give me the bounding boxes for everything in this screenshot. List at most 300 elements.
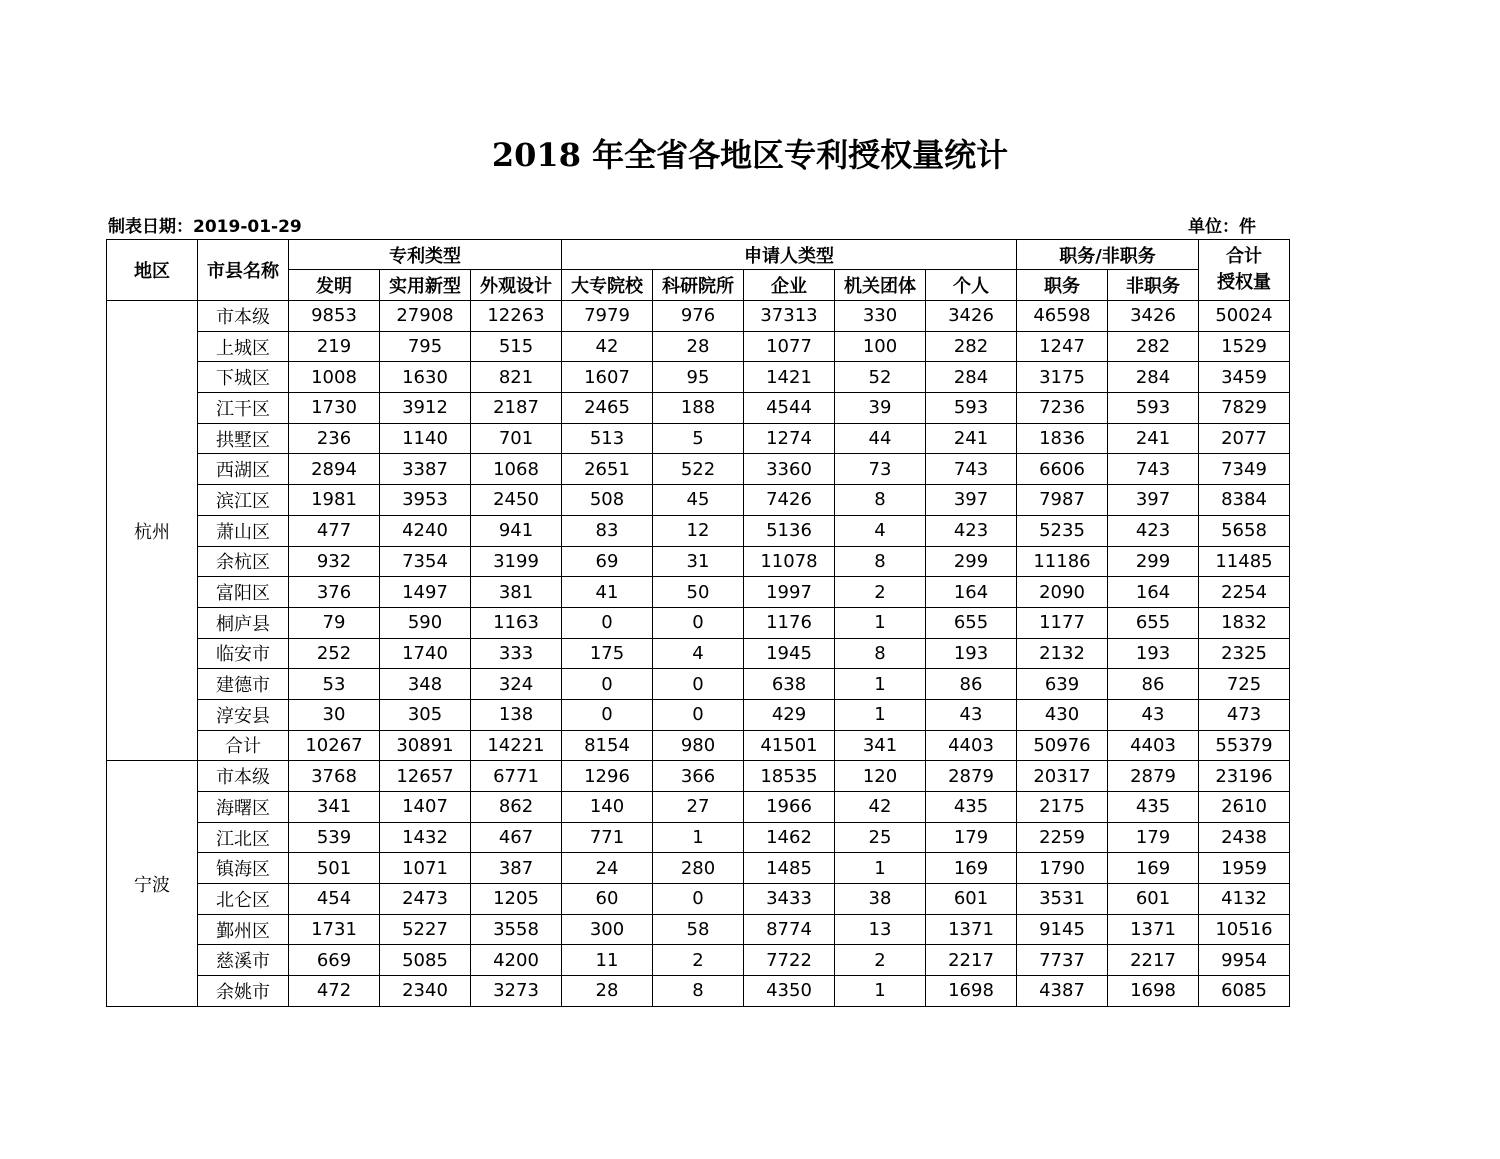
table-row: [107, 761, 1290, 792]
value-cell: 169: [1108, 853, 1199, 884]
value-cell: 2450: [471, 485, 562, 516]
value-cell: 10516: [1199, 914, 1290, 945]
value-cell: 4: [653, 638, 744, 669]
value-cell: 4403: [1108, 730, 1199, 761]
county-name-cell: 江北区: [198, 822, 289, 853]
table-row: [107, 331, 1290, 362]
value-cell: 2187: [471, 393, 562, 424]
table-row: [107, 301, 1290, 332]
value-cell: 7349: [1199, 454, 1290, 485]
value-cell: 0: [562, 607, 653, 638]
value-cell: 1731: [289, 914, 380, 945]
value-cell: 2217: [926, 945, 1017, 976]
page-title: 2018 年全省各地区专利授权量统计: [491, 136, 1009, 174]
header-group-patent-type: 专利类型: [289, 240, 562, 270]
value-cell: 31: [653, 546, 744, 577]
table-row: [107, 515, 1290, 546]
value-cell: 305: [380, 699, 471, 730]
value-cell: 341: [289, 792, 380, 823]
value-cell: 11186: [1017, 546, 1108, 577]
value-cell: 1: [835, 669, 926, 700]
county-name-cell: 慈溪市: [198, 945, 289, 976]
value-cell: 1274: [744, 423, 835, 454]
value-cell: 28: [562, 976, 653, 1007]
value-cell: 2610: [1199, 792, 1290, 823]
value-cell: 2077: [1199, 423, 1290, 454]
value-cell: 86: [1108, 669, 1199, 700]
value-cell: 7236: [1017, 393, 1108, 424]
header-col: 非职务: [1108, 270, 1199, 301]
value-cell: 6085: [1199, 976, 1290, 1007]
value-cell: 3953: [380, 485, 471, 516]
value-cell: 2217: [1108, 945, 1199, 976]
value-cell: 299: [1108, 546, 1199, 577]
value-cell: 1140: [380, 423, 471, 454]
value-cell: 430: [1017, 699, 1108, 730]
value-cell: 423: [1108, 515, 1199, 546]
value-cell: 7722: [744, 945, 835, 976]
value-cell: 1177: [1017, 607, 1108, 638]
table-row: [107, 699, 1290, 730]
value-cell: 95: [653, 362, 744, 393]
value-cell: 41501: [744, 730, 835, 761]
value-cell: 5658: [1199, 515, 1290, 546]
value-cell: 3360: [744, 454, 835, 485]
value-cell: 4: [835, 515, 926, 546]
table-row: [107, 454, 1290, 485]
value-cell: 120: [835, 761, 926, 792]
value-cell: 5085: [380, 945, 471, 976]
value-cell: 284: [1108, 362, 1199, 393]
value-cell: 41: [562, 577, 653, 608]
value-cell: 2325: [1199, 638, 1290, 669]
value-cell: 86: [926, 669, 1017, 700]
value-cell: 1981: [289, 485, 380, 516]
value-cell: 7737: [1017, 945, 1108, 976]
value-cell: 45: [653, 485, 744, 516]
table-row: [107, 730, 1290, 761]
value-cell: 5: [653, 423, 744, 454]
value-cell: 655: [926, 607, 1017, 638]
value-cell: 282: [926, 331, 1017, 362]
value-cell: 9145: [1017, 914, 1108, 945]
value-cell: 8: [835, 638, 926, 669]
value-cell: 43: [1108, 699, 1199, 730]
value-cell: 655: [1108, 607, 1199, 638]
value-cell: 46598: [1017, 301, 1108, 332]
value-cell: 38: [835, 884, 926, 915]
value-cell: 83: [562, 515, 653, 546]
value-cell: 236: [289, 423, 380, 454]
header-col: 外观设计: [471, 270, 562, 301]
value-cell: 73: [835, 454, 926, 485]
county-name-cell: 富阳区: [198, 577, 289, 608]
value-cell: 25: [835, 822, 926, 853]
value-cell: 44: [835, 423, 926, 454]
value-cell: 330: [835, 301, 926, 332]
table-row: [107, 393, 1290, 424]
value-cell: 467: [471, 822, 562, 853]
value-cell: 1485: [744, 853, 835, 884]
value-cell: 669: [289, 945, 380, 976]
value-cell: 4132: [1199, 884, 1290, 915]
value-cell: 7426: [744, 485, 835, 516]
value-cell: 7829: [1199, 393, 1290, 424]
value-cell: 513: [562, 423, 653, 454]
value-cell: 1371: [926, 914, 1017, 945]
value-cell: 435: [926, 792, 1017, 823]
value-cell: 8: [835, 485, 926, 516]
table-row: [107, 423, 1290, 454]
value-cell: 1529: [1199, 331, 1290, 362]
report-date: 制表日期：2019-01-29: [108, 217, 302, 237]
value-cell: 3912: [380, 393, 471, 424]
value-cell: 3558: [471, 914, 562, 945]
value-cell: 193: [1108, 638, 1199, 669]
value-cell: 27: [653, 792, 744, 823]
header-total-line1: 合计: [1226, 246, 1262, 267]
value-cell: 79: [289, 607, 380, 638]
value-cell: 0: [653, 607, 744, 638]
value-cell: 366: [653, 761, 744, 792]
value-cell: 333: [471, 638, 562, 669]
value-cell: 2879: [1108, 761, 1199, 792]
value-cell: 9853: [289, 301, 380, 332]
value-cell: 590: [380, 607, 471, 638]
county-name-cell: 滨江区: [198, 485, 289, 516]
value-cell: 11078: [744, 546, 835, 577]
patent-stats-table: [106, 239, 1290, 1007]
value-cell: 8774: [744, 914, 835, 945]
value-cell: 593: [1108, 393, 1199, 424]
value-cell: 58: [653, 914, 744, 945]
value-cell: 3531: [1017, 884, 1108, 915]
value-cell: 381: [471, 577, 562, 608]
header-col: 职务: [1017, 270, 1108, 301]
county-name-cell: 桐庐县: [198, 607, 289, 638]
value-cell: 743: [1108, 454, 1199, 485]
value-cell: 2473: [380, 884, 471, 915]
value-cell: 10267: [289, 730, 380, 761]
value-cell: 2175: [1017, 792, 1108, 823]
value-cell: 5136: [744, 515, 835, 546]
value-cell: 300: [562, 914, 653, 945]
value-cell: 219: [289, 331, 380, 362]
value-cell: 1: [835, 976, 926, 1007]
value-cell: 6771: [471, 761, 562, 792]
value-cell: 4387: [1017, 976, 1108, 1007]
value-cell: 241: [926, 423, 1017, 454]
value-cell: 771: [562, 822, 653, 853]
value-cell: 6606: [1017, 454, 1108, 485]
value-cell: 5235: [1017, 515, 1108, 546]
value-cell: 341: [835, 730, 926, 761]
value-cell: 42: [562, 331, 653, 362]
value-cell: 387: [471, 853, 562, 884]
value-cell: 1296: [562, 761, 653, 792]
value-cell: 3199: [471, 546, 562, 577]
value-cell: 2: [835, 577, 926, 608]
value-cell: 501: [289, 853, 380, 884]
value-cell: 60: [562, 884, 653, 915]
county-name-cell: 江干区: [198, 393, 289, 424]
value-cell: 164: [1108, 577, 1199, 608]
value-cell: 1176: [744, 607, 835, 638]
value-cell: 3387: [380, 454, 471, 485]
value-cell: 252: [289, 638, 380, 669]
value-cell: 2254: [1199, 577, 1290, 608]
value-cell: 1008: [289, 362, 380, 393]
value-cell: 601: [926, 884, 1017, 915]
table-row: [107, 607, 1290, 638]
value-cell: 1407: [380, 792, 471, 823]
value-cell: 30: [289, 699, 380, 730]
value-cell: 3426: [926, 301, 1017, 332]
value-cell: 429: [744, 699, 835, 730]
value-cell: 284: [926, 362, 1017, 393]
header-col: 企业: [744, 270, 835, 301]
value-cell: 348: [380, 669, 471, 700]
value-cell: 140: [562, 792, 653, 823]
value-cell: 976: [653, 301, 744, 332]
value-cell: 454: [289, 884, 380, 915]
value-cell: 53: [289, 669, 380, 700]
header-group-applicant-type: 申请人类型: [562, 240, 1017, 270]
value-cell: 3426: [1108, 301, 1199, 332]
value-cell: 7987: [1017, 485, 1108, 516]
value-cell: 282: [1108, 331, 1199, 362]
value-cell: 539: [289, 822, 380, 853]
value-cell: 2894: [289, 454, 380, 485]
value-cell: 11485: [1199, 546, 1290, 577]
value-cell: 2: [653, 945, 744, 976]
county-name-cell: 合计: [198, 730, 289, 761]
value-cell: 164: [926, 577, 1017, 608]
value-cell: 1740: [380, 638, 471, 669]
value-cell: 24: [562, 853, 653, 884]
value-cell: 18535: [744, 761, 835, 792]
header-col: 实用新型: [380, 270, 471, 301]
table-row: [107, 853, 1290, 884]
value-cell: 50976: [1017, 730, 1108, 761]
value-cell: 12263: [471, 301, 562, 332]
value-cell: 2132: [1017, 638, 1108, 669]
header-col: 个人: [926, 270, 1017, 301]
value-cell: 1068: [471, 454, 562, 485]
value-cell: 0: [562, 669, 653, 700]
header-region: 地区: [107, 240, 198, 301]
value-cell: 435: [1108, 792, 1199, 823]
value-cell: 52: [835, 362, 926, 393]
value-cell: 795: [380, 331, 471, 362]
county-name-cell: 建德市: [198, 669, 289, 700]
value-cell: 8: [835, 546, 926, 577]
value-cell: 1945: [744, 638, 835, 669]
value-cell: 37313: [744, 301, 835, 332]
value-cell: 0: [653, 884, 744, 915]
value-cell: 508: [562, 485, 653, 516]
value-cell: 1698: [926, 976, 1017, 1007]
value-cell: 100: [835, 331, 926, 362]
value-cell: 193: [926, 638, 1017, 669]
value-cell: 1432: [380, 822, 471, 853]
value-cell: 241: [1108, 423, 1199, 454]
table-row: [107, 577, 1290, 608]
value-cell: 1: [835, 607, 926, 638]
value-cell: 169: [926, 853, 1017, 884]
value-cell: 1607: [562, 362, 653, 393]
value-cell: 515: [471, 331, 562, 362]
value-cell: 1997: [744, 577, 835, 608]
value-cell: 1: [653, 822, 744, 853]
value-cell: 1421: [744, 362, 835, 393]
value-cell: 1462: [744, 822, 835, 853]
table-row: [107, 546, 1290, 577]
value-cell: 4544: [744, 393, 835, 424]
value-cell: 1077: [744, 331, 835, 362]
value-cell: 472: [289, 976, 380, 1007]
value-cell: 4350: [744, 976, 835, 1007]
table-row: [107, 792, 1290, 823]
value-cell: 376: [289, 577, 380, 608]
value-cell: 601: [1108, 884, 1199, 915]
county-name-cell: 余杭区: [198, 546, 289, 577]
value-cell: 7979: [562, 301, 653, 332]
value-cell: 1790: [1017, 853, 1108, 884]
value-cell: 3433: [744, 884, 835, 915]
value-cell: 638: [744, 669, 835, 700]
header-col: 机关团体: [835, 270, 926, 301]
value-cell: 43: [926, 699, 1017, 730]
value-cell: 2340: [380, 976, 471, 1007]
value-cell: 397: [1108, 485, 1199, 516]
value-cell: 179: [1108, 822, 1199, 853]
value-cell: 1205: [471, 884, 562, 915]
value-cell: 188: [653, 393, 744, 424]
table-row: [107, 485, 1290, 516]
county-name-cell: 市本级: [198, 761, 289, 792]
county-name-cell: 鄞州区: [198, 914, 289, 945]
value-cell: 0: [653, 699, 744, 730]
value-cell: 8: [653, 976, 744, 1007]
value-cell: 5227: [380, 914, 471, 945]
value-cell: 639: [1017, 669, 1108, 700]
value-cell: 1371: [1108, 914, 1199, 945]
value-cell: 821: [471, 362, 562, 393]
table-row: [107, 884, 1290, 915]
value-cell: 2879: [926, 761, 1017, 792]
value-cell: 4403: [926, 730, 1017, 761]
table-row: [107, 638, 1290, 669]
table-row: [107, 822, 1290, 853]
county-name-cell: 淳安县: [198, 699, 289, 730]
county-name-cell: 拱墅区: [198, 423, 289, 454]
value-cell: 593: [926, 393, 1017, 424]
value-cell: 980: [653, 730, 744, 761]
value-cell: 1163: [471, 607, 562, 638]
value-cell: 2259: [1017, 822, 1108, 853]
value-cell: 473: [1199, 699, 1290, 730]
value-cell: 1497: [380, 577, 471, 608]
header-county: 市县名称: [198, 240, 289, 301]
value-cell: 1247: [1017, 331, 1108, 362]
county-name-cell: 萧山区: [198, 515, 289, 546]
value-cell: 2090: [1017, 577, 1108, 608]
value-cell: 11: [562, 945, 653, 976]
value-cell: 8384: [1199, 485, 1290, 516]
county-name-cell: 北仑区: [198, 884, 289, 915]
value-cell: 423: [926, 515, 1017, 546]
value-cell: 42: [835, 792, 926, 823]
value-cell: 179: [926, 822, 1017, 853]
value-cell: 932: [289, 546, 380, 577]
region-cell: 宁波: [107, 761, 198, 1007]
value-cell: 3273: [471, 976, 562, 1007]
header-col: 科研院所: [653, 270, 744, 301]
value-cell: 13: [835, 914, 926, 945]
value-cell: 20317: [1017, 761, 1108, 792]
value-cell: 477: [289, 515, 380, 546]
value-cell: 4240: [380, 515, 471, 546]
county-name-cell: 镇海区: [198, 853, 289, 884]
value-cell: 3175: [1017, 362, 1108, 393]
value-cell: 1698: [1108, 976, 1199, 1007]
value-cell: 522: [653, 454, 744, 485]
county-name-cell: 市本级: [198, 301, 289, 332]
value-cell: 324: [471, 669, 562, 700]
value-cell: 1959: [1199, 853, 1290, 884]
county-name-cell: 西湖区: [198, 454, 289, 485]
county-name-cell: 下城区: [198, 362, 289, 393]
table-row: [107, 976, 1290, 1007]
value-cell: 1836: [1017, 423, 1108, 454]
table-row: [107, 669, 1290, 700]
value-cell: 701: [471, 423, 562, 454]
value-cell: 7354: [380, 546, 471, 577]
header-col: 发明: [289, 270, 380, 301]
value-cell: 2651: [562, 454, 653, 485]
value-cell: 55379: [1199, 730, 1290, 761]
value-cell: 2: [835, 945, 926, 976]
value-cell: 12: [653, 515, 744, 546]
value-cell: 0: [562, 699, 653, 730]
value-cell: 69: [562, 546, 653, 577]
county-name-cell: 海曙区: [198, 792, 289, 823]
table-row: [107, 945, 1290, 976]
value-cell: 1832: [1199, 607, 1290, 638]
value-cell: 30891: [380, 730, 471, 761]
value-cell: 28: [653, 331, 744, 362]
value-cell: 299: [926, 546, 1017, 577]
value-cell: 280: [653, 853, 744, 884]
value-cell: 725: [1199, 669, 1290, 700]
value-cell: 1966: [744, 792, 835, 823]
value-cell: 2465: [562, 393, 653, 424]
value-cell: 1630: [380, 362, 471, 393]
county-name-cell: 临安市: [198, 638, 289, 669]
value-cell: 941: [471, 515, 562, 546]
value-cell: 4200: [471, 945, 562, 976]
value-cell: 39: [835, 393, 926, 424]
value-cell: 743: [926, 454, 1017, 485]
value-cell: 0: [653, 669, 744, 700]
value-cell: 1071: [380, 853, 471, 884]
value-cell: 12657: [380, 761, 471, 792]
value-cell: 1: [835, 853, 926, 884]
value-cell: 175: [562, 638, 653, 669]
value-cell: 27908: [380, 301, 471, 332]
value-cell: 50: [653, 577, 744, 608]
